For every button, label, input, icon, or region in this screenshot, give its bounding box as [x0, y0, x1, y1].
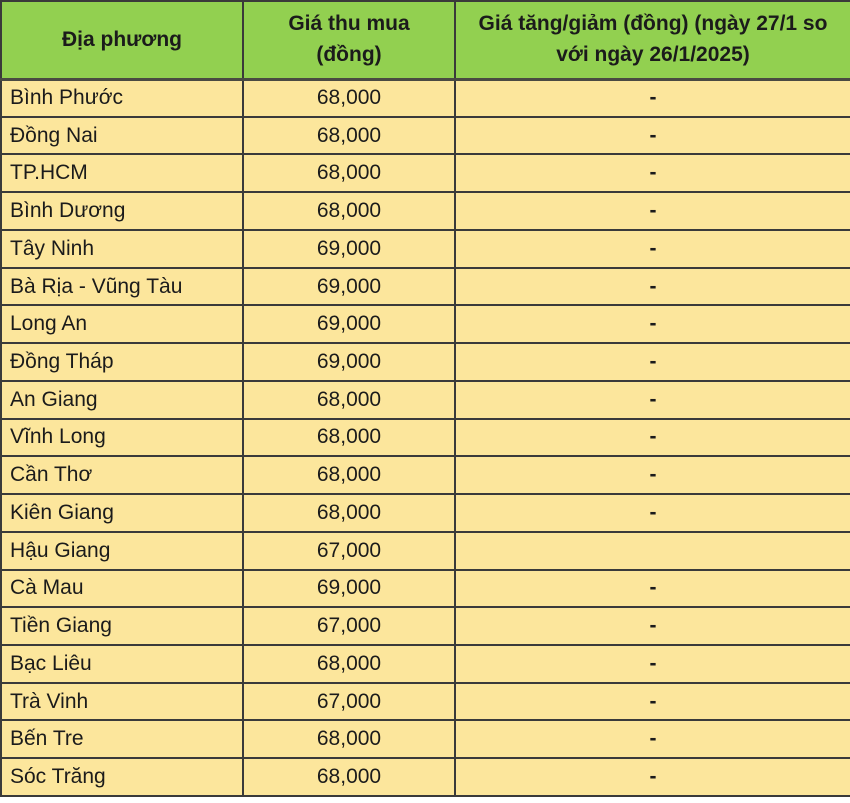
price-cell: 68,000 — [243, 79, 455, 117]
province-cell: Vĩnh Long — [1, 419, 243, 457]
change-cell: - — [455, 720, 850, 758]
table-body — [1, 79, 850, 796]
price-cell: 69,000 — [243, 570, 455, 608]
province-cell: Bà Rịa - Vũng Tàu — [1, 268, 243, 306]
table-row — [1, 532, 850, 570]
price-cell: 68,000 — [243, 192, 455, 230]
table-row — [1, 230, 850, 268]
province-cell: Long An — [1, 305, 243, 343]
header-price: Giá thu mua (đồng) — [243, 1, 455, 79]
table-row — [1, 192, 850, 230]
price-cell: 68,000 — [243, 419, 455, 457]
province-cell: Bến Tre — [1, 720, 243, 758]
price-cell: 68,000 — [243, 381, 455, 419]
province-cell: Kiên Giang — [1, 494, 243, 532]
province-cell: An Giang — [1, 381, 243, 419]
price-cell: 68,000 — [243, 154, 455, 192]
table-row — [1, 683, 850, 721]
change-cell: - — [455, 117, 850, 155]
province-cell: Tây Ninh — [1, 230, 243, 268]
change-cell: - — [455, 79, 850, 117]
table-row — [1, 607, 850, 645]
province-cell: Đồng Tháp — [1, 343, 243, 381]
change-cell: - — [455, 154, 850, 192]
province-cell: Hậu Giang — [1, 532, 243, 570]
change-cell: - — [455, 645, 850, 683]
price-cell: 67,000 — [243, 607, 455, 645]
table-row — [1, 381, 850, 419]
table-row — [1, 79, 850, 117]
change-cell: - — [455, 758, 850, 796]
change-cell: - — [455, 230, 850, 268]
header-province: Địa phương — [1, 1, 243, 79]
province-cell: Trà Vinh — [1, 683, 243, 721]
province-cell: Bình Dương — [1, 192, 243, 230]
change-cell: - — [455, 305, 850, 343]
price-cell: 69,000 — [243, 268, 455, 306]
table-row — [1, 419, 850, 457]
price-cell: 67,000 — [243, 683, 455, 721]
change-cell: - — [455, 570, 850, 608]
price-cell: 68,000 — [243, 720, 455, 758]
table-row — [1, 117, 850, 155]
table-row — [1, 154, 850, 192]
price-cell: 68,000 — [243, 758, 455, 796]
price-cell: 69,000 — [243, 230, 455, 268]
province-cell: TP.HCM — [1, 154, 243, 192]
change-cell: - — [455, 456, 850, 494]
province-cell: Bình Phước — [1, 79, 243, 117]
province-cell: Đồng Nai — [1, 117, 243, 155]
table-row — [1, 343, 850, 381]
province-cell: Sóc Trăng — [1, 758, 243, 796]
price-cell: 67,000 — [243, 532, 455, 570]
table-row — [1, 305, 850, 343]
change-cell: - — [455, 607, 850, 645]
header-row — [1, 1, 850, 79]
table-row — [1, 494, 850, 532]
change-cell — [455, 532, 850, 570]
province-cell: Tiền Giang — [1, 607, 243, 645]
price-cell: 69,000 — [243, 305, 455, 343]
change-cell: - — [455, 494, 850, 532]
price-cell: 68,000 — [243, 645, 455, 683]
change-cell: - — [455, 419, 850, 457]
price-cell: 68,000 — [243, 494, 455, 532]
change-cell: - — [455, 268, 850, 306]
price-cell: 68,000 — [243, 456, 455, 494]
province-cell: Cần Thơ — [1, 456, 243, 494]
price-cell: 69,000 — [243, 343, 455, 381]
table-row — [1, 456, 850, 494]
table-row — [1, 758, 850, 796]
change-cell: - — [455, 343, 850, 381]
table-row — [1, 720, 850, 758]
province-cell: Cà Mau — [1, 570, 243, 608]
table-row — [1, 268, 850, 306]
table-row — [1, 570, 850, 608]
province-cell: Bạc Liêu — [1, 645, 243, 683]
header-change: Giá tăng/giảm (đồng) (ngày 27/1 so với ngày 26/1/2025) — [455, 1, 850, 79]
change-cell: - — [455, 683, 850, 721]
change-cell: - — [455, 381, 850, 419]
table-row — [1, 645, 850, 683]
table-header — [1, 1, 850, 79]
price-cell: 68,000 — [243, 117, 455, 155]
change-cell: - — [455, 192, 850, 230]
